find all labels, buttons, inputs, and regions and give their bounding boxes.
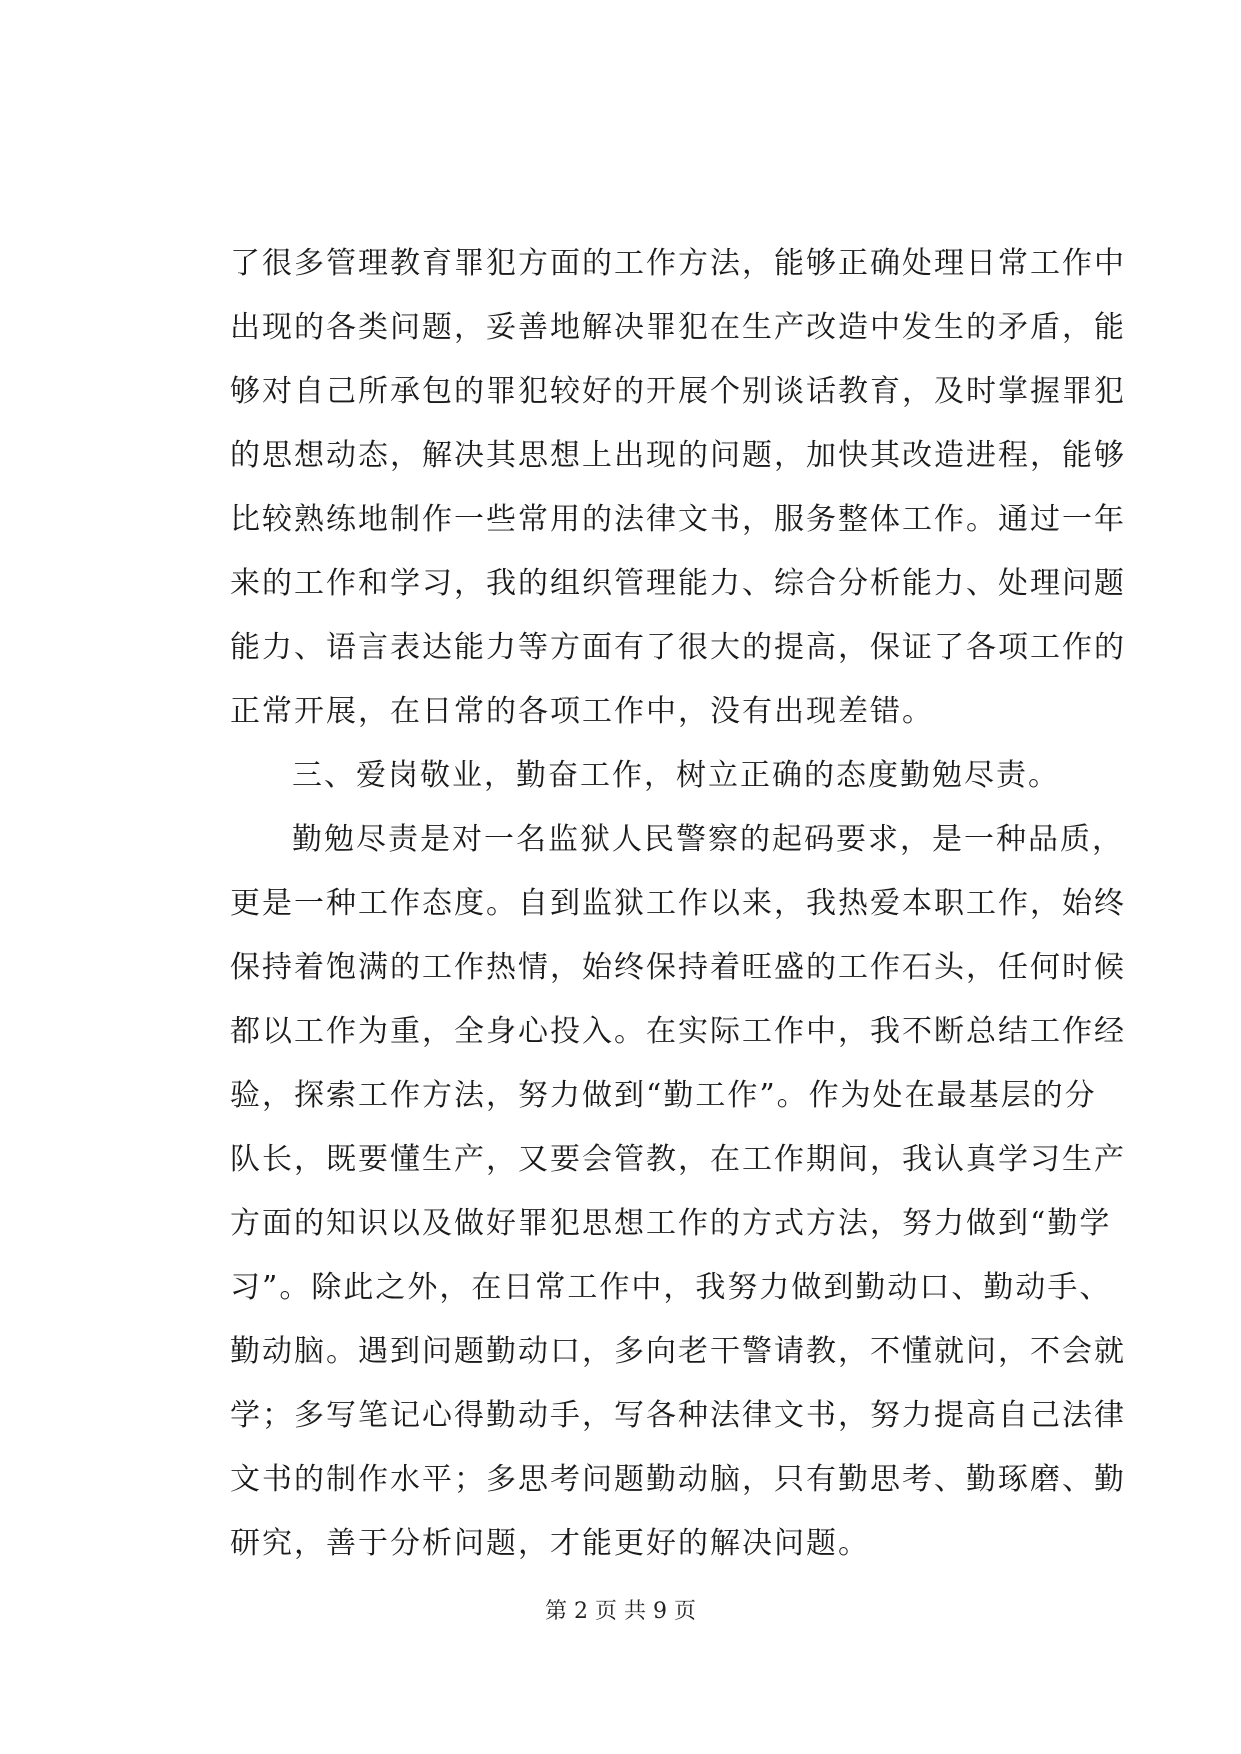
text-line: 够对自己所承包的罪犯较好的开展个别谈话教育，及时掌握罪犯 <box>230 374 1126 409</box>
text-line: 三、爱岗敬业，勤奋工作，树立正确的态度勤勉尽责。 <box>292 758 1060 793</box>
text-line: 比较熟练地制作一些常用的法律文书，服务整体工作。通过一年 <box>230 502 1126 537</box>
text-line: 习”。除此之外，在日常工作中，我努力做到勤动口、勤动手、 <box>230 1270 1112 1305</box>
text-line: 研究，善于分析问题，才能更好的解决问题。 <box>230 1526 870 1561</box>
text-line: 了很多管理教育罪犯方面的工作方法，能够正确处理日常工作中 <box>230 246 1126 281</box>
text-line: 更是一种工作态度。自到监狱工作以来，我热爱本职工作，始终 <box>230 886 1126 921</box>
text-line: 文书的制作水平；多思考问题勤动脑，只有勤思考、勤琢磨、勤 <box>230 1462 1126 1497</box>
text-line: 来的工作和学习，我的组织管理能力、综合分析能力、处理问题 <box>230 566 1126 601</box>
text-line: 勤动脑。遇到问题勤动口，多向老干警请教，不懂就问，不会就 <box>230 1334 1126 1369</box>
text-line: 验，探索工作方法，努力做到“勤工作”。作为处在最基层的分 <box>230 1078 1097 1113</box>
text-line: 保持着饱满的工作热情，始终保持着旺盛的工作石头，任何时候 <box>230 950 1126 985</box>
text-line: 方面的知识以及做好罪犯思想工作的方式方法，努力做到“勤学 <box>230 1206 1112 1241</box>
text-line: 正常开展，在日常的各项工作中，没有出现差错。 <box>230 694 934 729</box>
text-line: 出现的各类问题，妥善地解决罪犯在生产改造中发生的矛盾，能 <box>230 310 1126 345</box>
text-line: 勤勉尽责是对一名监狱人民警察的起码要求，是一种品质， <box>292 822 1124 857</box>
page-footer: 第 2 页 共 9 页 <box>545 1599 696 1624</box>
text-line: 学；多写笔记心得勤动手，写各种法律文书，努力提高自己法律 <box>230 1398 1126 1433</box>
text-line: 能力、语言表达能力等方面有了很大的提高，保证了各项工作的 <box>230 630 1126 665</box>
text-line: 都以工作为重，全身心投入。在实际工作中，我不断总结工作经 <box>230 1014 1126 1049</box>
text-line: 队长，既要懂生产，又要会管教，在工作期间，我认真学习生产 <box>230 1142 1126 1177</box>
document-body <box>230 232 1126 1576</box>
text-line: 的思想动态，解决其思想上出现的问题，加快其改造进程，能够 <box>230 438 1126 473</box>
